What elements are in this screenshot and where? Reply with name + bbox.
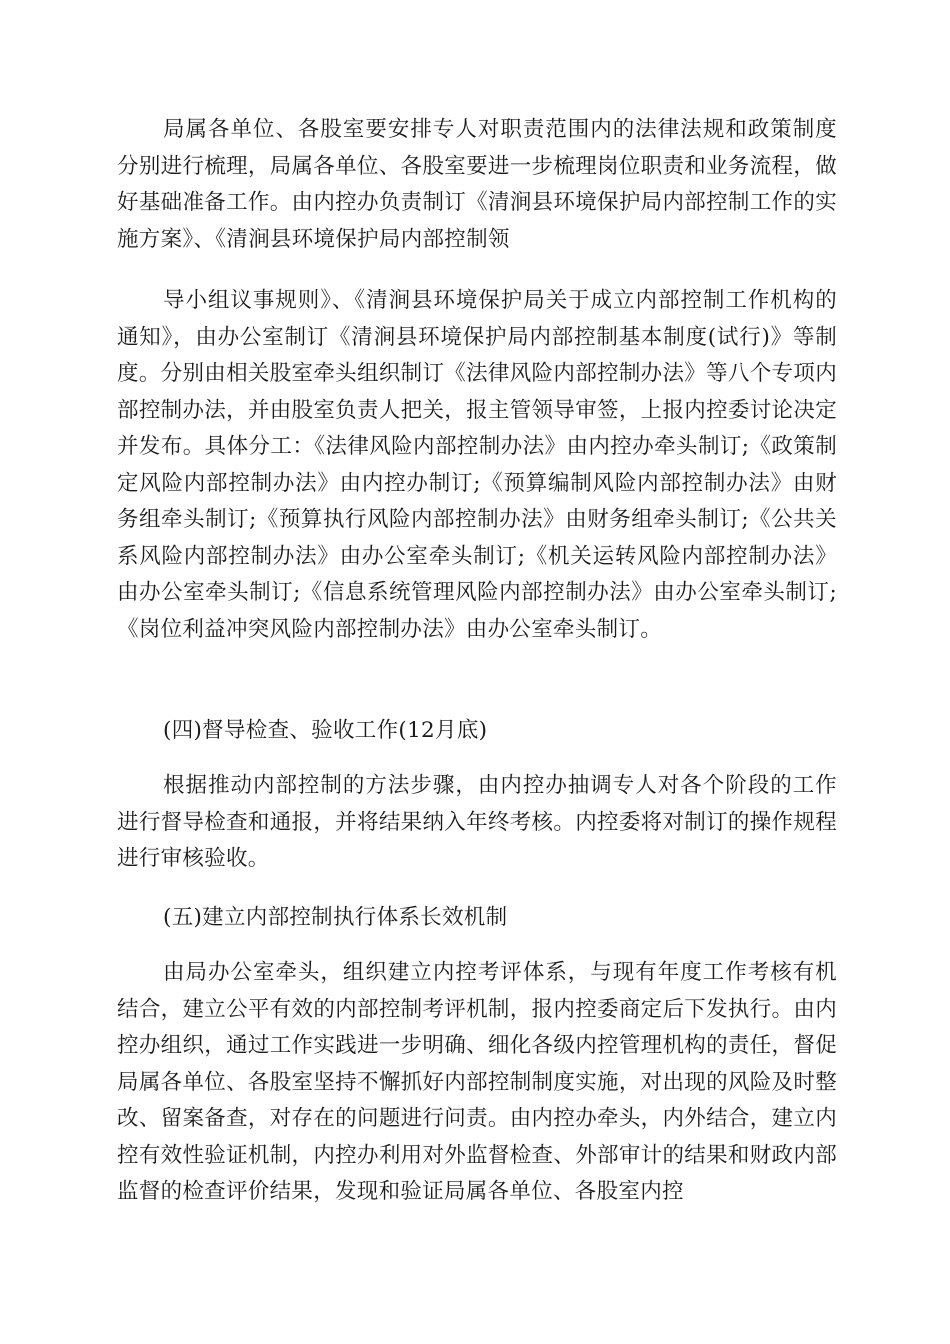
section-heading-5: (五)建立内部控制执行体系长效机制 [163,905,508,930]
paragraph-1: 局属各单位、各股室要安排专人对职责范围内的法律法规和政策制度分别进行梳理，局属各单位、各股室要进一步梳理岗位职责和业务流程，做好基础准备工作。由内控办负责制订《清涧县环境保护局内部控制工作的实施方案》、《清涧县环境保护局内部控制领 [117,117,837,252]
paragraph-4: 由局办公室牵头，组织建立内控考评体系，与现有年度工作考核有机结合，建立公平有效的内部控制考评机制，报内控委商定后下发执行。由内控办组织，通过工作实践进一步明确、细化各级内控管理机构的责任，督促局属各单位、各股室坚持不懈抓好内部控制制度实施，对出现的风险及时整改、留案备查，对存在的问题进行问责。由内控办牵头，内外结合，建立内控有效性验证机制，内控办利用对外监督检查、外部审计的结果和财政内部监督的检查评价结果，发现和验证局属各单位、各股室内控 [117,960,837,1204]
paragraph-3: 根据推动内部控制的方法步骤，由内控办抽调专人对各个阶段的工作进行督导检查和通报，并将结果纳入年终考核。内控委将对制订的操作规程进行审核验收。 [117,773,837,871]
paragraph-2: 导小组议事规则》、《清涧县环境保护局关于成立内部控制工作机构的通知》，由办公室制订《清涧县环境保护局内部控制基本制度(试行)》等制度。分别由相关股室牵头组织制订《法律风险内部控制办法》等八个专项内部控制办法，并由股室负责人把关，报主管领导审签，上报内控委讨论决定并发布。具体分工：《法律风险内部控制办法》由内控办牵头制订;《政策制定风险内部控制办法》由内控办制订;《预算编制风险内部控制办法》由财务组牵头制订;《预算执行风险内部控制办法》由财务组牵头制订;《公共关系风险内部控制办法》由办公室牵头制订;《机关运转风险内部控制办法》由办公室牵头制订;《信息系统管理风险内部控制办法》由办公室牵头制订;《岗位利益冲突风险内部控制办法》由办公室牵头制订。 [117,288,837,642]
section-heading-4: (四)督导检查、验收工作(12月底) [163,718,488,743]
